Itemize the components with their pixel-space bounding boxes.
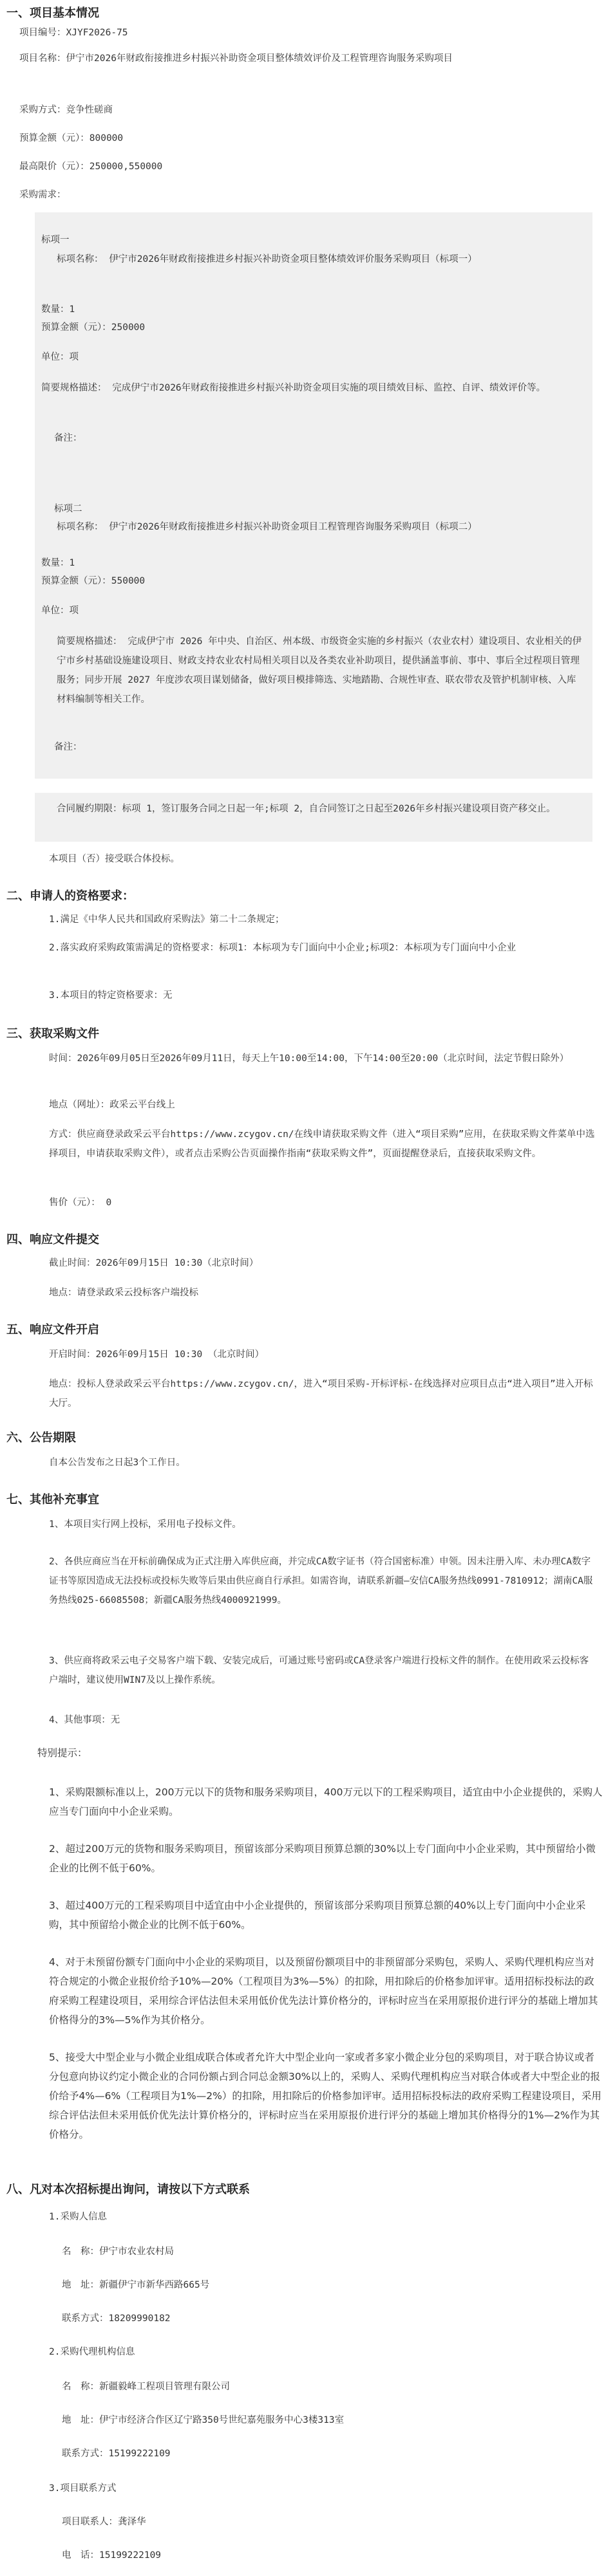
supplement-4: 4、其他事项：无: [49, 1715, 120, 1725]
agency-name: 名 称：新疆毅峰工程项目管理有限公司: [62, 2382, 230, 2392]
project-name: 项目名称：伊宁市2026年财政衔接推进乡村振兴补助资金项目整体绩效评价及工程管理咨询服务采购项目: [19, 53, 453, 64]
contract-term-panel: [35, 793, 592, 842]
consortium-note: 本项目（否）接受联合体投标。: [49, 854, 180, 864]
project-contact-person: 项目联系人：龚泽华: [62, 2517, 146, 2527]
announcement-period: 自本公告发布之日起3个工作日。: [49, 1458, 185, 1468]
procurement-requirements: 采购需求：: [19, 190, 66, 200]
section-3-title: 三、获取采购文件: [6, 1027, 99, 1041]
special-notice-1: 1、采购限额标准以上，200万元以下的货物和服务采购项目，400万元以下的工程采购项目，适宜由中小企业提供的，采购人应当专门面向中小企业采购。: [49, 1786, 603, 1817]
lot1-unit: 单位：项: [41, 352, 79, 362]
lot1-quantity: 数量：1: [41, 304, 75, 315]
project-contact-phone: 电 话：15199222109: [62, 2550, 162, 2561]
section-5-title: 五、响应文件开启: [6, 1323, 99, 1337]
lot2-spec: 简要规格描述： 完成伊宁市 2026 年中央、自治区、州本级、市级资金实施的乡村振兴（农业农村）建设项目、农业相关的伊宁市乡村基础设施建设项目、财政支持农业农村局相关项目以及各类农业补助项目，提供涵盖事前、事中、事后全过程项目管理服务；同步开展 2027 年度涉农项目谋划储备，做好项目模排筛选、实地踏勘、合规性审查、联农带农及管护机制审核、入库材料编制等相关工作。: [57, 636, 582, 705]
purchaser-name: 名 称：伊宁市农业农村局: [62, 2247, 174, 2257]
agency-title: 2.采购代理机构信息: [49, 2347, 135, 2357]
lot1-name: 标项名称： 伊宁市2026年财政衔接推进乡村振兴补助资金项目整体绩效评价服务采购项目（标项一）: [57, 254, 477, 264]
lot2-unit: 单位：项: [41, 606, 79, 616]
purchaser-phone: 联系方式：18209990182: [62, 2313, 171, 2324]
submit-deadline: 截止时间：2026年09月15日 10:30（北京时间）: [49, 1258, 259, 1268]
section-2-title: 二、申请人的资格要求：: [6, 889, 134, 903]
section-7-title: 七、其他补充事宜: [6, 1493, 99, 1506]
special-notice-2: 2、超过200万元的货物和服务采购项目，预留该部分采购项目预算总额的30%以上专门面向中小企业采购，其中预留给小微企业的比例不低于60%。: [49, 1843, 596, 1874]
qualification-1: 1.满足《中华人民共和国政府采购法》第二十二条规定；: [49, 914, 285, 925]
contract-term: 合同履约期限：标项 1，签订服务合同之日起一年;标项 2，自合同签订之日起至2026年乡村振兴建设项目资产移交止。: [57, 804, 556, 814]
project-number: 项目编号：XJYF2026-75: [19, 28, 128, 38]
section-1-title: 一、项目基本情况: [6, 6, 99, 20]
obtain-method: 方式：供应商登录政采云平台https://www.zcygov.cn/在线申请获取采购文件（进入“项目采购”应用，在获取采购文件菜单中选择项目，申请获取采购文件），或者点击采购公告页面操作指南“获取采购文件”，页面提醒登录后，直接获取采购文件。: [49, 1129, 595, 1159]
agency-phone: 联系方式：15199222109: [62, 2449, 171, 2459]
section-8-title: 八、凡对本次招标提出询问，请按以下方式联系: [6, 2183, 250, 2196]
agency-address: 地 址：伊宁市经济合作区辽宁路350号世纪嘉苑服务中心3楼313室: [62, 2415, 345, 2425]
opening-time: 开启时间：2026年09月15日 10:30 （北京时间）: [49, 1349, 264, 1360]
special-notice-4: 4、对于未预留份额专门面向中小企业的采购项目，以及预留份额项目中的非预留部分采购包，采购人、采购代理机构应当对符合规定的小微企业报价给予10%—20%（工程项目为3%—5%）的扣除，用扣除后的价格参加评审。适用招标投标法的政府采购工程建设项目，采用综合评估法但未采用低价优先法计算价格分的，评标时应当在采用原报价进行评分的基础上增加其价格得分的3%—5%作为其价格分。: [49, 1956, 598, 2026]
supplement-2: 2、各供应商应当在开标前确保成为正式注册入库供应商，并完成CA数字证书（符合国密标准）申领。因未注册入库、未办理CA数字证书等原因造成无法投标或投标失败等后果由供应商自行承担。如需咨询，请联系新疆—安信CA服务热线0991-7810912；湖南CA服务热线025-66085508；新疆CA服务热线4000921999。: [49, 1557, 593, 1606]
section-6-title: 六、公告期限: [6, 1431, 76, 1445]
lots-panel: [35, 212, 592, 779]
budget-amount: 预算金额（元）：800000: [19, 133, 124, 144]
opening-place: 地点：投标人登录政采云平台https://www.zcygov.cn/，进入“项目采购-开标评标-在线选择对应项目点击“进入项目”进入开标大厅。: [49, 1379, 593, 1409]
special-notice-label: 特别提示：: [37, 1747, 88, 1759]
obtain-place: 地点（网址）：政采云平台线上: [49, 1100, 175, 1110]
lot2-name: 标项名称： 伊宁市2026年财政衔接推进乡村振兴补助资金项目工程管理咨询服务采购项目（标项二）: [57, 522, 477, 532]
special-notice-3: 3、超过400万元的工程采购项目中适宜由中小企业提供的，预留该部分采购项目预算总额的40%以上专门面向中小企业采购，其中预留给小微企业的比例不低于60%。: [49, 1900, 586, 1931]
submit-place: 地点：请登录政采云投标客户端投标: [49, 1288, 198, 1298]
lot1-note: 备注：: [54, 433, 82, 443]
supplement-1: 1、本项目实行网上投标，采用电子投标文件。: [49, 1519, 241, 1530]
supplement-3: 3、供应商将政采云电子交易客户端下载、安装完成后，可通过账号密码或CA登录客户端进行投标文件的制作。在使用政采云投标客户端时，建议使用WIN7及以上操作系统。: [49, 1656, 589, 1685]
purchaser-address: 地 址：新疆伊宁市新华西路665号: [62, 2280, 210, 2290]
lot2-budget: 预算金额（元）：550000: [41, 576, 146, 586]
lot2-note: 备注：: [54, 742, 82, 752]
lot2-title: 标项二: [54, 504, 82, 514]
purchaser-title: 1.采购人信息: [49, 2212, 107, 2222]
obtain-time: 时间：2026年09月05日至2026年09月11日，每天上午10:00至14:00，下午14:00至20:00（北京时间，法定节假日除外）: [49, 1053, 569, 1064]
lot1-budget: 预算金额（元）：250000: [41, 322, 146, 333]
lot1-spec: 简要规格描述： 完成伊宁市2026年财政衔接推进乡村振兴补助资金项目实施的项目绩效目标、监控、自评、绩效评价等。: [41, 383, 546, 393]
qualification-3: 3.本项目的特定资格要求：无: [49, 990, 173, 1001]
lot2-quantity: 数量：1: [41, 558, 75, 568]
lot1-title: 标项一: [41, 235, 70, 245]
project-contact-title: 3.项目联系方式: [49, 2483, 117, 2494]
qualification-2: 2.落实政府采购政策需满足的资格要求：标项1：本标项为专门面向中小企业;标项2：本标项为专门面向中小企业: [49, 943, 516, 953]
max-price: 最高限价（元）：250000,550000: [19, 162, 163, 172]
document-price: 售价（元）： 0: [49, 1198, 112, 1208]
special-notice-5: 5、接受大中型企业与小微企业组成联合体或者允许大中型企业向一家或者多家小微企业分包的采购项目，对于联合协议或者分包意向协议约定小微企业的合同份额占到合同总金额30%以上的，采购人、采购代理机构应当对联合体或者大中型企业的报价给予4%—6%（工程项目为1%—2%）的扣除，用扣除后的价格参加评审。适用招标投标法的政府采购工程建设项目，采用综合评估法但未采用低价优先法计算价格分的，评标时应当在采用原报价进行评分的基础上增加其价格得分的1%—2%作为其价格分。: [49, 2052, 601, 2140]
procurement-method: 采购方式：竞争性磋商: [19, 105, 113, 115]
section-4-title: 四、响应文件提交: [6, 1233, 99, 1246]
